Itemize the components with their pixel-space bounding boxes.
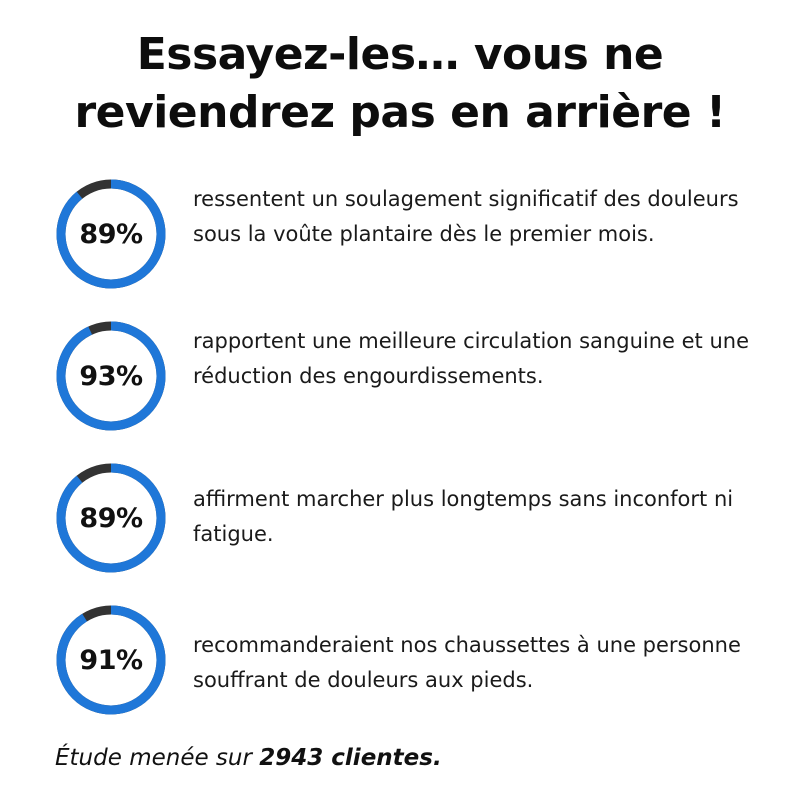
stat-item-3 bbox=[55, 462, 775, 574]
progress-ring-1 bbox=[55, 178, 167, 290]
progress-ring-3 bbox=[55, 462, 167, 574]
page-title-line-1: Essayez-les… vous ne bbox=[136, 29, 664, 80]
stat-description: rapportent une meilleure circulation sanguine et une réduction des engourdissements. bbox=[193, 329, 749, 388]
progress-ring-2 bbox=[55, 320, 167, 432]
stat-percent: 89% bbox=[79, 218, 143, 250]
stat-percent: 93% bbox=[79, 360, 143, 392]
stat-percent: 91% bbox=[79, 644, 143, 676]
page-title-line-2: reviendrez pas en arrière ! bbox=[74, 87, 726, 138]
stat-item-1 bbox=[55, 178, 775, 290]
progress-ring-4 bbox=[55, 604, 167, 716]
study-footnote bbox=[55, 745, 442, 771]
stat-percent: 89% bbox=[79, 502, 143, 534]
page-title bbox=[0, 26, 800, 142]
footnote-count: 2943 clientes. bbox=[259, 745, 442, 771]
footnote-prefix: Étude menée sur bbox=[55, 745, 260, 771]
stat-description: recommanderaient nos chaussettes à une personne souffrant de douleurs aux pieds. bbox=[193, 633, 741, 692]
stat-description: affirment marcher plus longtemps sans inconfort ni fatigue. bbox=[193, 487, 734, 546]
stat-description: ressentent un soulagement significatif des douleurs sous la voûte plantaire dès le premier mois. bbox=[193, 187, 739, 246]
stat-item-2 bbox=[55, 320, 775, 432]
stat-item-4 bbox=[55, 604, 775, 716]
